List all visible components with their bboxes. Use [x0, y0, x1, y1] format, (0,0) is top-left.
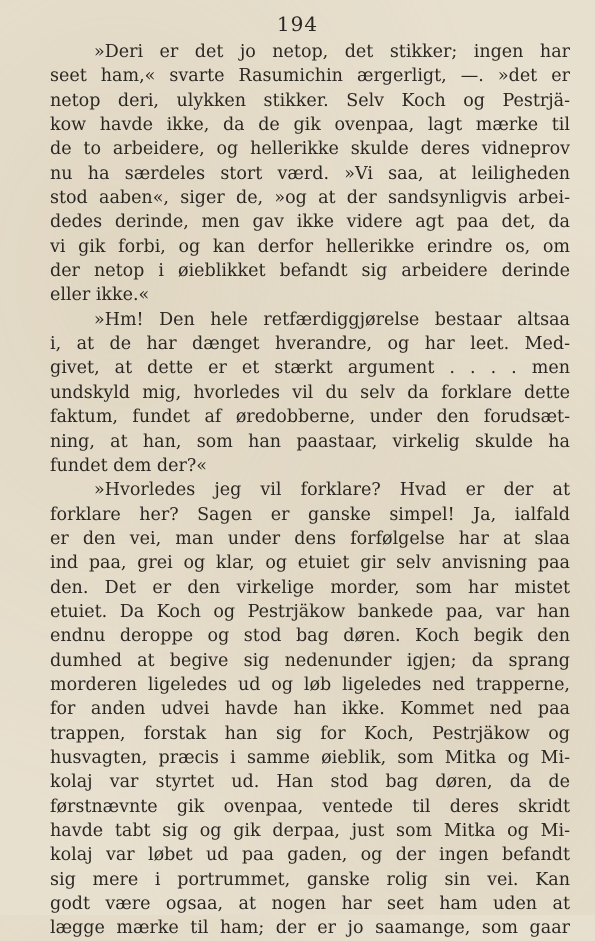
text-line: sig mere i portrummet, ganske rolig sin vei. Kan: [50, 869, 570, 890]
text-line: husvagten, præcis i samme øieblik, som Mitka og Mi-: [50, 747, 570, 768]
text-line: stod aaben«, siger de, »og at der sandsynligvis arbei-: [50, 188, 570, 209]
body-text: [50, 40, 570, 941]
text-line: godt være ogsaa, at nogen har seet ham uden at: [50, 894, 570, 915]
text-line: forklare her? Sagen er ganske simpel! Ja, ialfald: [50, 504, 570, 525]
text-line: den. Det er den virkelige morder, som har mistet: [50, 577, 570, 598]
text-line: ning, at han, som han paastaar, virkelig skulde ha: [50, 431, 570, 452]
text-line: de to arbeidere, og hellerikke skulde deres vidneprov: [50, 139, 570, 160]
text-line: kolaj var styrtet ud. Han stod bag døren, da de: [50, 772, 570, 793]
text-line: fundet dem der?«: [50, 455, 207, 476]
text-line: er den vei, man under dens forfølgelse har at slaa: [50, 528, 570, 549]
text-line: »Deri er det jo netop, det stikker; ingen har: [94, 42, 570, 62]
text-line: givet, at dette er et stærkt argument . . . . men: [50, 358, 570, 379]
page-number: 194: [276, 12, 319, 36]
text-line: lægge mærke til ham; der er jo saamange, som gaar: [50, 918, 570, 939]
text-line: undskyld mig, hvorledes vil du selv da forklare dette: [50, 382, 570, 403]
text-line: dedes derinde, men gav ikke videre agt paa det, da: [50, 212, 570, 233]
text-line: kolaj var løbet ud paa gaden, og der ingen befandt: [50, 845, 570, 866]
text-line: endnu deroppe og stod bag døren. Koch begik den: [50, 626, 570, 647]
text-line: netop deri, ulykken stikker. Selv Koch og Pestrjä-: [50, 90, 570, 111]
text-line: ind paa, grei og klar, og etuiet gir selv anvisning paa: [50, 553, 570, 574]
text-line: »Hvorledes jeg vil forklare? Hvad er der at: [94, 480, 570, 501]
text-line: dumhed at begive sig nedenunder igjen; da sprang: [50, 650, 570, 671]
text-line: der netop i øieblikket befandt sig arbeidere derinde: [50, 261, 570, 282]
text-line: seet ham,« svarte Rasumichin ærgerligt, —. »det er: [50, 66, 570, 87]
text-line: nu ha særdeles stort værd. »Vi saa, at leiligheden: [50, 163, 570, 184]
text-line: havde tabt sig og gik derpaa, just som Mitka og Mi-: [50, 821, 570, 841]
text-line: »Hm! Den hele retfærdiggjørelse bestaar altsaa: [94, 309, 570, 330]
text-line: kow havde ikke, da de gik ovenpaa, lagt mærke til: [50, 115, 570, 136]
text-line: førstnævnte gik ovenpaa, ventede til deres skridt: [50, 796, 570, 817]
text-line: faktum, fundet af øredobberne, under den forudsæt-: [50, 407, 570, 428]
text-line: i, at de har dænget hverandre, og har leet. Med-: [50, 334, 570, 355]
text-line: eller ikke.«: [50, 285, 150, 306]
text-line: vi gik forbi, og kan derfor hellerikke erindre os, om: [50, 236, 570, 257]
text-line: etuiet. Da Koch og Pestrjäkow bankede paa, var han: [50, 601, 570, 622]
text-line: morderen ligeledes ud og løb ligeledes ned trapperne,: [50, 674, 570, 695]
text-line: for anden udvei havde han ikke. Kommet ned paa: [50, 699, 570, 720]
text-line: trappen, forstak han sig for Koch, Pestrjäkow og: [50, 723, 570, 744]
